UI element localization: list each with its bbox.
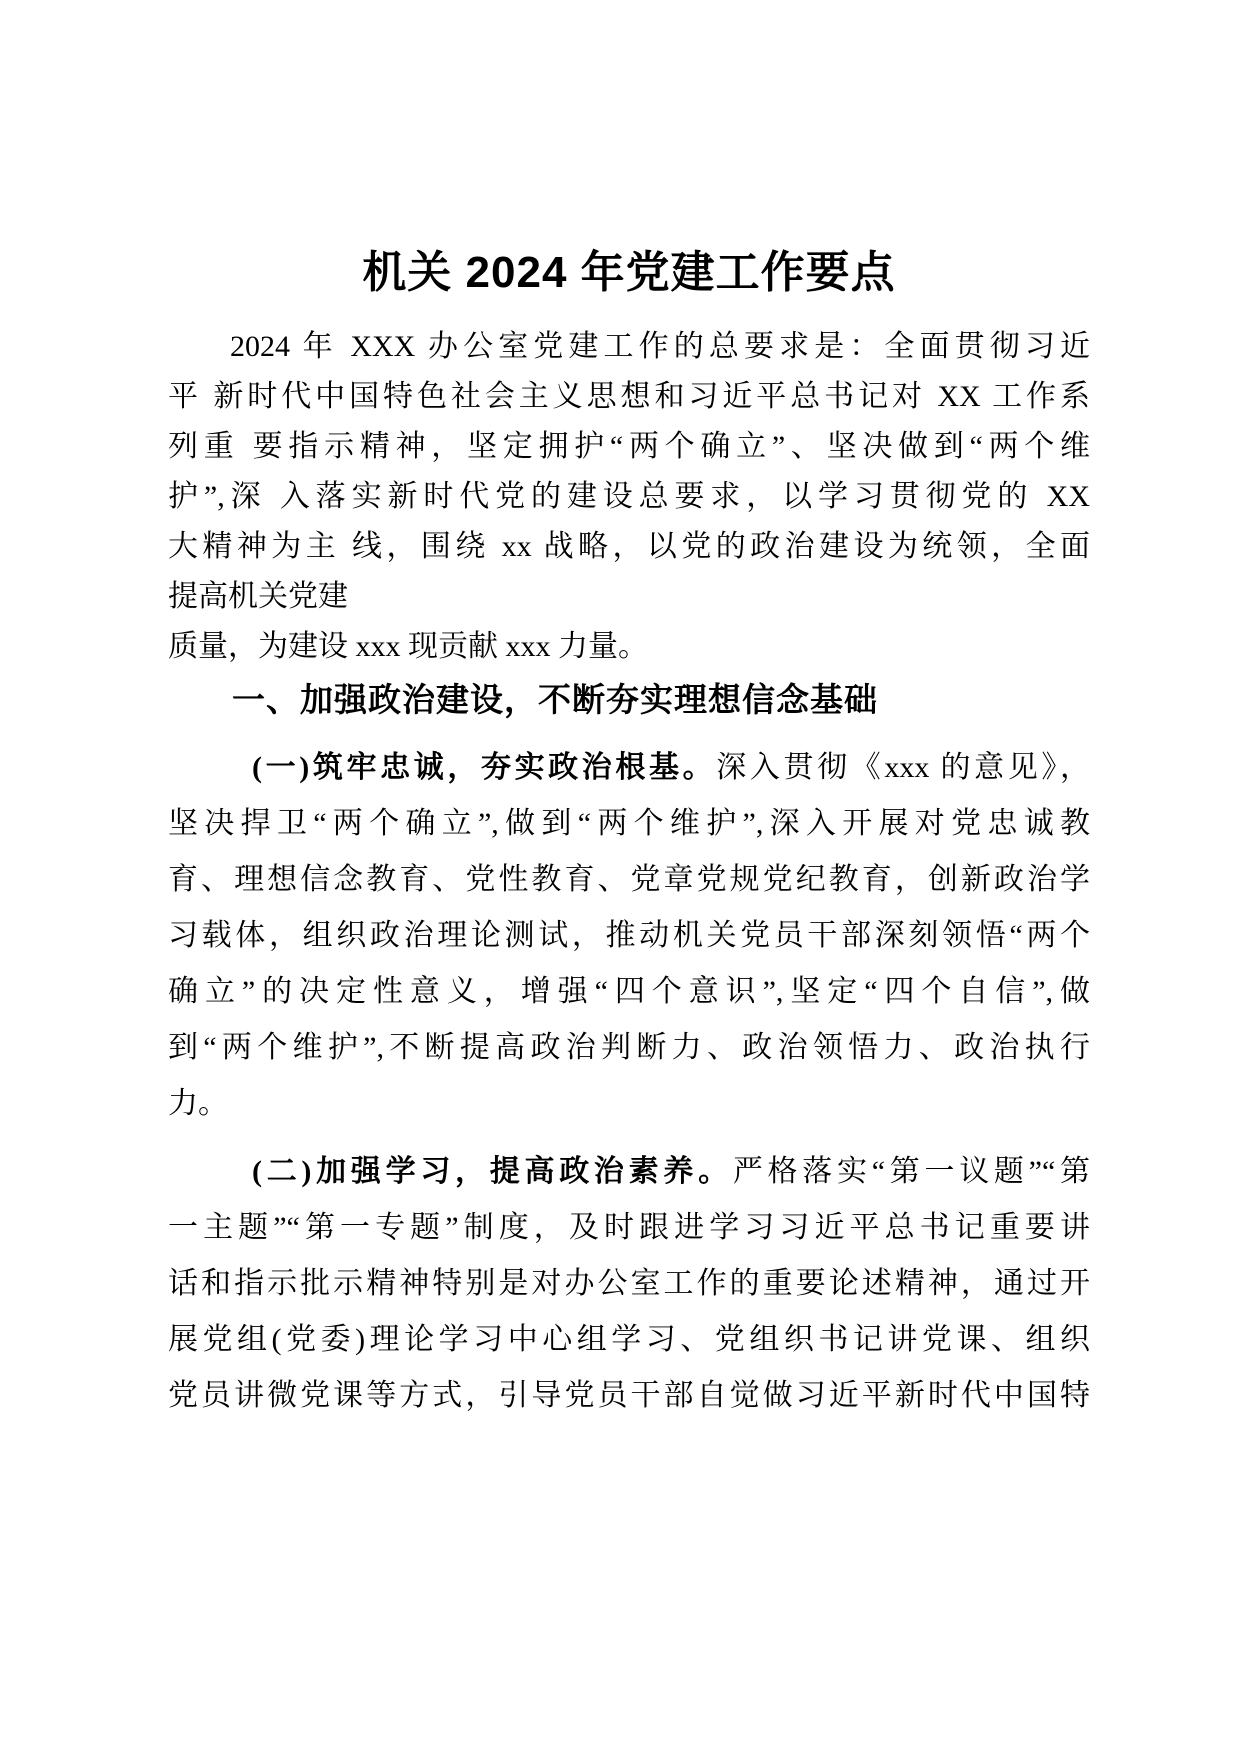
text-segment: 提高机关党建 — [168, 580, 348, 613]
text-line — [168, 1144, 1090, 1200]
text-segment: 习载体，组织政治理论测试，推动机关党员干部深刻领悟“两个 — [168, 919, 1090, 952]
document-title: 机关 2024 年党建工作要点 — [362, 248, 896, 297]
bold-text-segment: (二)加强学习，提高政治素养。 — [252, 1155, 733, 1188]
text-line — [168, 322, 1090, 372]
text-line — [168, 740, 1090, 796]
text-segment: 力。 — [168, 1087, 228, 1120]
text-line — [168, 522, 1090, 572]
text-segment: 大精神为主 线，围绕 xx 战略，以党的政治建设为统领，全面 — [168, 530, 1090, 563]
text-segment: 育、理想信念教育、党性教育、党章党规党纪教育，创新政治学 — [168, 863, 1090, 896]
text-line — [168, 672, 1090, 728]
text-segment: 坚决捍卫“两个确立”,做到“两个维护”,深入开展对党忠诚教 — [168, 807, 1090, 840]
text-segment: 深入贯彻《xxx 的意见》， — [716, 751, 1091, 784]
text-segment: 确立”的决定性意义，增强“四个意识”,坚定“四个自信”,做 — [168, 975, 1090, 1008]
document-content — [168, 244, 1090, 1424]
text-line — [168, 908, 1090, 964]
text-segment: 展党组(党委)理论学习中心组学习、党组织书记讲党课、组织 — [168, 1323, 1090, 1356]
text-segment: 到“两个维护”,不断提高政治判断力、政治领悟力、政治执行 — [168, 1031, 1090, 1064]
text-segment: 严格落实“第一议题”“第 — [732, 1155, 1090, 1188]
bold-text-segment: (一)筑牢忠诚，夯实政治根基。 — [252, 751, 717, 784]
text-line — [168, 852, 1090, 908]
document-body — [168, 322, 1090, 1424]
bold-text-segment: 一、加强政治建设，不断夯实理想信念基础 — [232, 681, 878, 718]
text-segment: 护”,深 入落实新时代党的建设总要求，以学习贯彻党的 XX — [168, 480, 1090, 513]
text-segment: 党员讲微党课等方式，引导党员干部自觉做习近平新时代中国特 — [168, 1379, 1090, 1412]
paragraph — [168, 740, 1090, 1132]
text-line — [168, 1256, 1090, 1312]
text-line — [168, 472, 1090, 522]
text-segment: 列重 要指示精神，坚定拥护“两个确立”、坚决做到“两个维 — [168, 430, 1090, 463]
paragraph — [168, 322, 1090, 672]
text-line — [168, 372, 1090, 422]
text-line — [168, 622, 1090, 672]
text-line — [168, 1076, 1090, 1132]
text-line — [168, 796, 1090, 852]
text-segment: 话和指示批示精神特别是对办公室工作的重要论述精神，通过开 — [168, 1267, 1090, 1300]
text-line — [168, 1020, 1090, 1076]
text-line — [168, 572, 1090, 622]
text-line — [168, 1312, 1090, 1368]
text-segment: 2024 年 XXX 办公室党建工作的总要求是：全面贯彻习近 — [230, 330, 1090, 363]
text-segment: 平 新时代中国特色社会主义思想和习近平总书记对 XX 工作系 — [168, 380, 1090, 413]
text-line — [168, 964, 1090, 1020]
section-heading — [168, 672, 1090, 728]
text-line — [168, 1368, 1090, 1424]
text-line — [168, 422, 1090, 472]
text-segment: 质量，为建设 xxx 现贡献 xxx 力量。 — [168, 630, 648, 663]
text-line — [168, 1200, 1090, 1256]
text-segment: 一主题”“第一专题”制度，及时跟进学习习近平总书记重要讲 — [168, 1211, 1090, 1244]
paragraph — [168, 1144, 1090, 1424]
